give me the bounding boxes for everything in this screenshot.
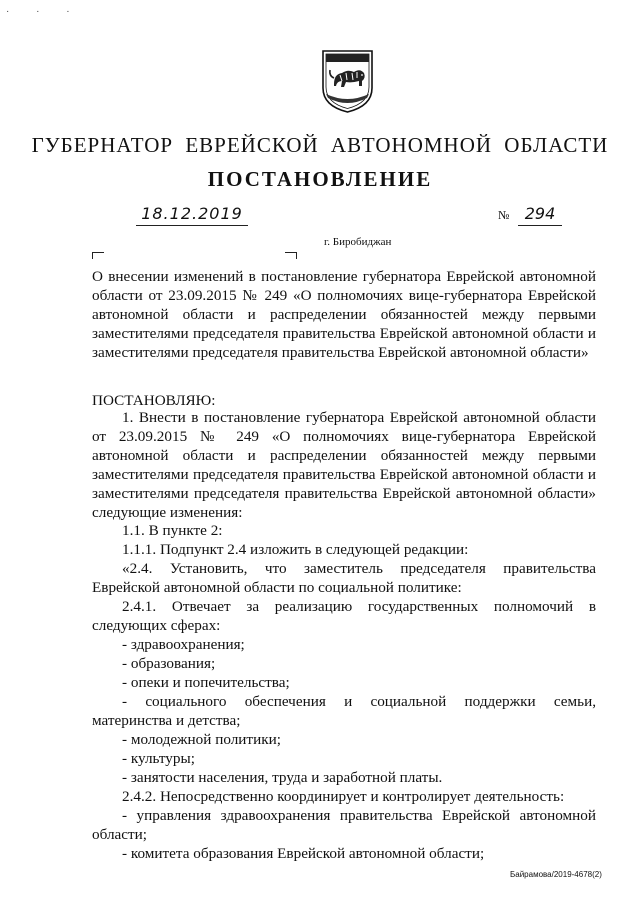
- issuer-title: ГУБЕРНАТОР ЕВРЕЙСКОЙ АВТОНОМНОЙ ОБЛАСТИ: [31, 133, 609, 157]
- subject-line: О внесении изменений в постановление губернатора Еврейской автономной: [92, 268, 596, 285]
- body-line: следующие изменения:: [92, 504, 243, 521]
- list-item: - занятости населения, труда и заработной платы.: [122, 769, 443, 786]
- list-item: - культуры;: [122, 750, 195, 767]
- list-item: - комитета образования Еврейской автономной области;: [122, 845, 485, 862]
- body-line: 2.4.1. Отвечает за реализацию государственных полномочий в: [122, 598, 596, 615]
- coat-of-arms-emblem: [320, 48, 375, 114]
- decree-heading: ПОСТАНОВЛЯЮ:: [92, 392, 216, 409]
- executor-code: Байрамова/2019-4678(2): [510, 870, 602, 879]
- subject-line: заместителями председателя правительства Еврейской автономной области»: [92, 344, 589, 361]
- body-line: «2.4. Установить, что заместитель председателя правительства: [122, 560, 596, 577]
- body-line: от 23.09.2015 № 249 «О полномочиях вице-губернатора Еврейской: [92, 428, 596, 445]
- city-label: г. Биробиджан: [324, 236, 392, 248]
- subject-line: заместителями председателя правительства Еврейской автономной области и: [92, 325, 596, 342]
- list-item-continuation: материнства и детства;: [92, 712, 241, 729]
- list-item: - социального обеспечения и социальной поддержки семьи,: [122, 693, 596, 710]
- document-date: 18.12.2019: [136, 203, 248, 226]
- body-line: 1.1.1. Подпункт 2.4 изложить в следующей редакции:: [122, 541, 469, 558]
- body-line: заместителями председателя правительства Еврейской автономной области и: [92, 466, 596, 483]
- body-line: заместителями председателя правительства Еврейской автономной области»: [92, 485, 596, 502]
- subject-corner-left: [92, 252, 104, 259]
- body-line: автономной области и распределении обязанностей между первыми: [92, 447, 596, 464]
- body-line: следующих сферах:: [92, 617, 221, 634]
- list-item: - образования;: [122, 655, 216, 672]
- list-item: - управления здравоохранения правительства Еврейской автономной: [122, 807, 596, 824]
- list-item: - здравоохранения;: [122, 636, 245, 653]
- body-line: Еврейской автономной области по социальной политике:: [92, 579, 462, 596]
- scan-dots: · · ·: [6, 6, 82, 17]
- list-item: - молодежной политики;: [122, 731, 281, 748]
- subject-corner-right: [285, 252, 297, 259]
- subject-line: области от 23.09.2015 № 249 «О полномочиях вице-губернатора Еврейской: [92, 287, 596, 304]
- document-type-title: ПОСТАНОВЛЕНИЕ: [207, 167, 433, 191]
- document-number: 294: [518, 203, 562, 226]
- body-line: 1.1. В пункте 2:: [122, 522, 223, 539]
- number-label: №: [498, 208, 510, 222]
- subject-line: автономной области и распределении обязанностей между первыми: [92, 306, 596, 323]
- body-line: 2.4.2. Непосредственно координирует и контролирует деятельность:: [122, 788, 565, 805]
- list-item-continuation: области;: [92, 826, 147, 843]
- body-line: 1. Внести в постановление губернатора Еврейской автономной области: [122, 409, 596, 426]
- list-item: - опеки и попечительства;: [122, 674, 290, 691]
